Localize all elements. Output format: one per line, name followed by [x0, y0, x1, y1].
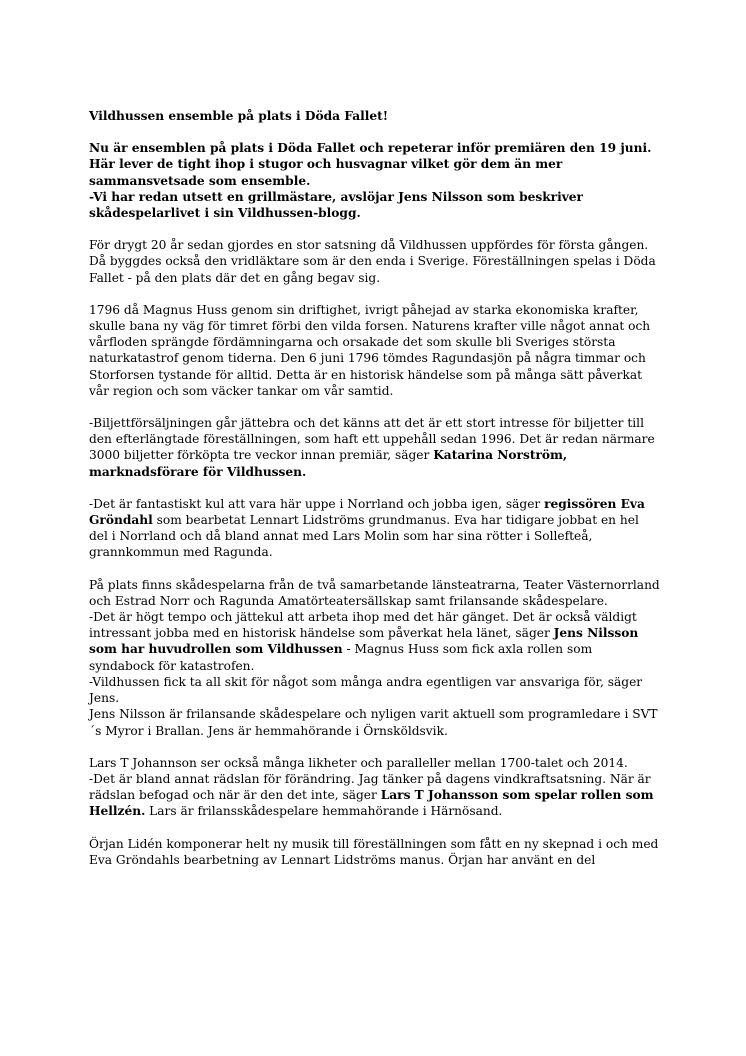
lars-bio: Lars är frilansskådespelare hemmahörande i Härnösand.: [145, 804, 503, 819]
paragraph-history-intro: För drygt 20 år sedan gjordes en stor satsning då Vildhussen uppfördes för första gången. Då byggdes också den vridläktare som är den enda i Sverige. Föreställningen spelas i Döda Fallet - på den plats där det en gång begav sig.: [89, 238, 656, 285]
paragraph-ticket-sales: [89, 415, 661, 480]
paragraph-1796-disaster: 1796 då Magnus Huss genom sin driftighet, ivrigt påhejad av starka ekonomiska krafter, skulle bana ny väg för timret förbi den vilda forsen. Naturens krafter ville något annat och vårfloden sprängde fördämningarna och orsakade det som skulle bli Sveriges största naturkatastrof genom tiderna. Den 6 juni 1796 tömdes Ragundasjön på några timmar och Storforsen tystande för alltid. Detta är en historisk händelse som på många sätt påverkat vår region och som väcker tankar om vår samtid.: [89, 302, 651, 398]
paragraph-lars: [89, 755, 661, 820]
article-body: [89, 108, 661, 884]
ticket-quote: -Biljettförsäljningen går jättebra och det känns att det är ett stort intresse för biljetter till den efterlängtade föreställningen, som haft ett uppehåll sedan 1996. Det är redan närmare 3000 biljetter förköpta tre veckor innan premiär, säger: [89, 416, 655, 463]
jens-quote: -Det är högt tempo och jättekul att arbeta ihop med det här gänget. Det är också väldigt intressant jobba med en historisk händelse som påverkat hela länet, säger: [89, 610, 637, 641]
paragraph-jens-bio: Jens Nilsson är frilansande skådespelare och nyligen varit aktuell som programledare i SVT´s Myror i Brallan. Jens är hemmahörande i Örnsköldsvik.: [89, 707, 658, 738]
director-quote: -Det är fantastiskt kul att vara här uppe i Norrland och jobba igen, säger: [89, 496, 545, 511]
paragraph-music: Örjan Lidén komponerar helt ny musik till föreställningen som fått en ny skepnad i och med Eva Gröndahls bearbetning av Lennart Lidströms manus. Örjan har använt en del: [89, 836, 659, 867]
jens-role-description: - Magnus Huss som fick axla rollen som syndabock för katastrofen.: [89, 642, 593, 673]
jens-role: Jens Nilsson som har huvudrollen som Vildhussen: [89, 626, 639, 657]
director-bio: som bearbetat Lennart Lidströms grundmanus. Eva har tidigare jobbat en hel del i Norrland och då bland annat med Lars Molin som har sina rötter i Sollefteå, grannkommun med Ragunda.: [89, 513, 639, 560]
ticket-speaker: Katarina Norström, marknadsförare för Vildhussen.: [89, 448, 568, 479]
paragraph-director: [89, 496, 661, 561]
paragraph-jens-quote: [89, 609, 661, 674]
article-lead: [89, 140, 661, 221]
paragraph-jens-quote-2: -Vildhussen fick ta all skit för något som många andra egentligen var ansvariga för, säger Jens.: [89, 674, 643, 706]
director-name: regissören Eva Gröndahl: [89, 496, 645, 528]
lars-quote: -Det är bland annat rädslan för förändring. Jag tänker på dagens vindkraftsatsning. När är rädslan befogad och när är den det inte, säger: [89, 771, 651, 803]
lars-role: Lars T Johansson som spelar rollen som Hellzén.: [89, 788, 654, 819]
lead-quote: -Vi har redan utsett en grillmästare, avslöjar Jens Nilsson som beskriver skådespelarlivet i sin Vildhussen-blogg.: [89, 189, 583, 221]
lars-intro: Lars T Johannson ser också många likheter och paralleller mellan 1700-talet och 2014.: [89, 755, 628, 770]
lead-paragraph: Nu är ensemblen på plats i Döda Fallet och repeterar inför premiären den 19 juni. Här lever de tight ihop i stugor och husvagnar vilket gör dem än mer sammansvetsade som ensemble.: [89, 141, 652, 188]
paragraph-cast: På plats finns skådespelarna från de två samarbetande länsteatrarna, Teater Västernorrland och Estrad Norr och Ragunda Amatörteatersällskap samt frilansande skådespelare.: [89, 577, 660, 608]
article-title: Vildhussen ensemble på plats i Döda Fallet!: [89, 109, 389, 123]
